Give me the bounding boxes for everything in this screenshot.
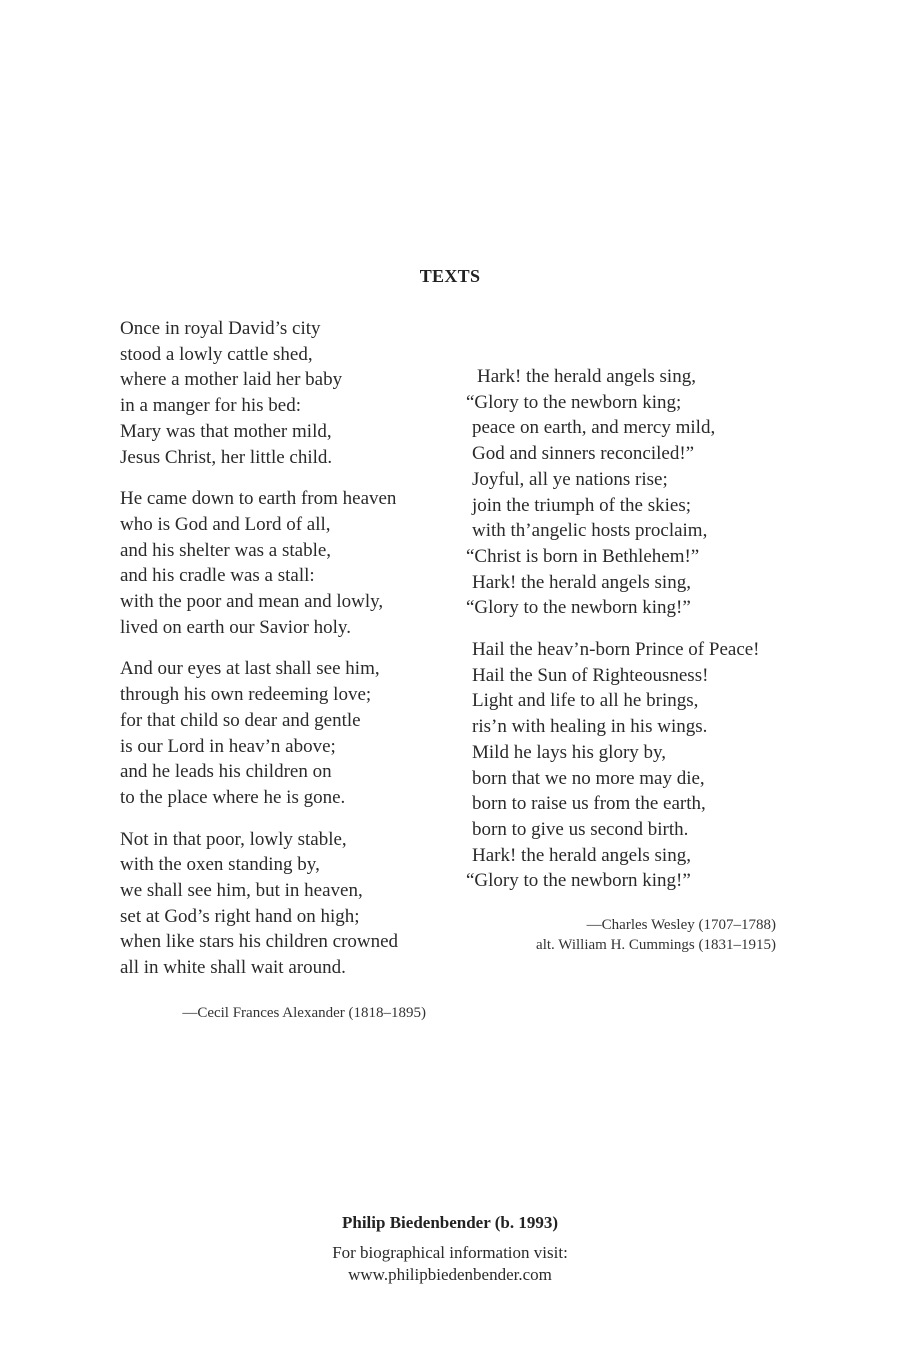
verse-line: And our eyes at last shall see him, (120, 658, 380, 680)
verse-line: join the triumph of the skies; (472, 494, 692, 516)
hymn-once-in-royal-davids-city (120, 316, 440, 981)
verse-line: “Glory to the newborn king!” (466, 870, 691, 892)
verse-line: He came down to earth from heaven (120, 488, 397, 510)
page-title: TEXTS (419, 266, 481, 286)
hymn-hark-the-herald-angels-sing (466, 364, 796, 894)
bio-note (0, 1242, 900, 1286)
composer-name: Philip Biedenbender (b. 1993) (342, 1213, 558, 1232)
verse-line: “Glory to the newborn king!” (466, 597, 691, 619)
composer-footer (0, 1212, 900, 1286)
verse-line: God and sinners reconciled!” (472, 443, 695, 465)
verse-line: for that child so dear and gentle (120, 709, 361, 731)
bio-text: For biographical information visit: (332, 1243, 568, 1262)
verse-line: Hark! the herald angels sing, (472, 844, 691, 866)
verse-line: “Christ is born in Bethlehem!” (466, 545, 700, 567)
verse-line: Hark! the herald angels sing, (477, 366, 696, 387)
verse-line: where a mother laid her baby (120, 369, 343, 391)
verse-line: is our Lord in heav’n above; (120, 735, 336, 757)
verse-line: Mild he lays his glory by, (472, 741, 667, 763)
verse-line: Hail the heav’n-born Prince of Peace! (472, 639, 760, 661)
verse-line: lived on earth our Savior holy. (120, 616, 351, 638)
verse-line: and he leads his children on (120, 761, 332, 783)
verse-line: Mary was that mother mild, (120, 420, 332, 442)
website-url: www.philipbiedenbender.com (348, 1265, 552, 1284)
verse-line: Light and life to all he brings, (472, 690, 699, 712)
verse-line: ris’n with healing in his wings. (472, 716, 708, 738)
stanza (120, 486, 440, 640)
verse-line: born that we no more may die, (472, 767, 705, 789)
verse-line: with the oxen standing by, (120, 854, 320, 876)
verse-line: we shall see him, but in heaven, (120, 880, 363, 902)
verse-line: with th’angelic hosts proclaim, (472, 520, 708, 542)
verse-line: Jesus Christ, her little child. (120, 446, 333, 468)
verse-line: when like stars his children crowned (120, 931, 399, 953)
verse-line: Not in that poor, lowly stable, (120, 828, 347, 850)
stanza (466, 637, 796, 894)
verse-line: Joyful, all ye nations rise; (472, 468, 668, 490)
verse-line: born to give us second birth. (472, 818, 689, 840)
verse-line: in a manger for his bed: (120, 395, 301, 417)
verse-line: Once in royal David’s city (120, 318, 321, 339)
verse-line: “Glory to the newborn king; (466, 391, 682, 413)
verse-line: stood a lowly cattle shed, (120, 343, 313, 365)
verse-line: and his shelter was a stable, (120, 539, 332, 561)
stanza (120, 827, 440, 981)
stanza (466, 364, 796, 621)
verse-line: Hark! the herald angels sing, (472, 571, 691, 593)
attribution-author: —Charles Wesley (1707–1788) (586, 917, 776, 933)
verse-line: Hail the Sun of Righteousness! (472, 664, 709, 686)
verse-line: peace on earth, and mercy mild, (472, 417, 716, 439)
attribution-alteration: alt. William H. Cummings (1831–1915) (536, 937, 776, 953)
verse-line: all in white shall wait around. (120, 957, 346, 979)
hymn1-attribution: —Cecil Frances Alexander (1818–1895) (182, 1005, 426, 1021)
stanza (120, 316, 440, 470)
verse-line: to the place where he is gone. (120, 786, 346, 808)
verse-line: and his cradle was a stall: (120, 565, 315, 587)
hymn2-attribution (466, 915, 776, 955)
verse-line: set at God’s right hand on high; (120, 905, 360, 927)
stanza (120, 656, 440, 810)
verse-line: with the poor and mean and lowly, (120, 591, 384, 613)
verse-line: who is God and Lord of all, (120, 513, 331, 535)
verse-line: through his own redeeming love; (120, 684, 372, 706)
verse-line: born to raise us from the earth, (472, 793, 706, 815)
